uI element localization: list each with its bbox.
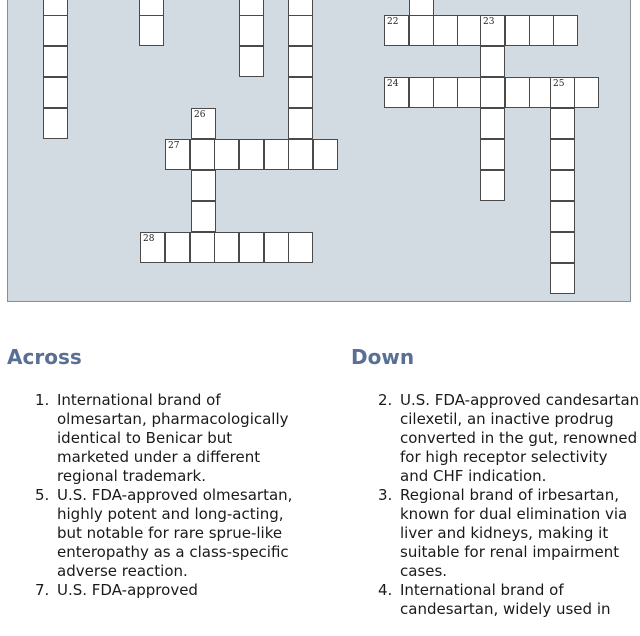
clue-number: 3. — [378, 486, 393, 504]
grid-cell[interactable] — [139, 0, 164, 16]
cell-number: 27 — [168, 141, 180, 151]
grid-cell[interactable] — [505, 15, 530, 46]
grid-cell[interactable] — [288, 108, 313, 139]
grid-cell[interactable] — [480, 139, 505, 170]
grid-cell[interactable] — [288, 232, 313, 263]
clue-item[interactable] — [378, 581, 640, 619]
grid-cell[interactable] — [480, 108, 505, 139]
grid-cell[interactable] — [214, 139, 239, 170]
grid-cell[interactable] — [288, 77, 313, 108]
cell-number: 26 — [194, 110, 206, 120]
grid-cell[interactable] — [191, 108, 216, 139]
grid-cell[interactable] — [550, 232, 575, 263]
grid-cell[interactable] — [190, 139, 215, 170]
grid-cell[interactable] — [457, 77, 482, 108]
grid-cell[interactable] — [574, 77, 599, 108]
clue-text: U.S. FDA-approved — [57, 581, 198, 599]
clue-text: U.S. FDA-approved olmesartan, highly potent and long-acting, but notable for rare sprue-like enteropathy as a class-specific adverse reaction. — [57, 486, 293, 580]
across-clue-list — [35, 391, 293, 600]
clue-number: 1. — [35, 391, 50, 409]
clue-text: U.S. FDA-approved candesartan cilexetil, an inactive prodrug converted in the gut, renowned for high receptor selectivity and CHF indication. — [400, 391, 640, 485]
grid-cell[interactable] — [43, 108, 68, 139]
grid-cell[interactable] — [550, 108, 575, 139]
grid-cell[interactable] — [313, 139, 338, 170]
grid-cell[interactable] — [288, 46, 313, 77]
grid-cell[interactable] — [409, 0, 434, 16]
grid-cell[interactable] — [43, 46, 68, 77]
clue-text: Regional brand of irbesartan, known for dual elimination via liver and kidneys, making it suitable for renal impairment cases. — [400, 486, 628, 580]
grid-cell[interactable] — [239, 232, 264, 263]
grid-cell[interactable] — [433, 77, 458, 108]
grid-cell[interactable] — [139, 15, 164, 46]
grid-cell[interactable] — [529, 15, 554, 46]
down-clue-list — [378, 391, 640, 619]
clue-number: 4. — [378, 581, 393, 599]
grid-cell[interactable] — [384, 15, 409, 46]
down-heading: Down — [351, 345, 415, 369]
clue-item[interactable] — [35, 391, 293, 486]
grid-cell[interactable] — [288, 15, 313, 46]
grid-cell[interactable] — [553, 15, 578, 46]
grid-cell[interactable] — [165, 232, 190, 263]
grid-cell[interactable] — [550, 263, 575, 294]
grid-cell[interactable] — [165, 139, 190, 170]
grid-cell[interactable] — [191, 201, 216, 232]
cell-number: 22 — [387, 17, 399, 27]
clue-item[interactable] — [35, 581, 293, 600]
grid-cell[interactable] — [43, 15, 68, 46]
cell-number: 24 — [387, 79, 399, 89]
clue-number: 7. — [35, 581, 50, 599]
grid-cell[interactable] — [239, 0, 264, 16]
grid-cell[interactable] — [43, 77, 68, 108]
grid-cell[interactable] — [480, 15, 505, 46]
grid-cell[interactable] — [140, 232, 165, 263]
clue-number: 2. — [378, 391, 393, 409]
grid-cell[interactable] — [505, 77, 530, 108]
grid-cell[interactable] — [191, 170, 216, 201]
grid-cell[interactable] — [480, 77, 505, 108]
grid-cell[interactable] — [190, 232, 215, 263]
grid-cell[interactable] — [550, 77, 575, 108]
cell-number: 23 — [483, 17, 495, 27]
clue-number: 5. — [35, 486, 50, 504]
grid-cell[interactable] — [214, 232, 239, 263]
across-heading: Across — [7, 345, 82, 369]
grid-cell[interactable] — [288, 139, 313, 170]
clue-item[interactable] — [378, 486, 640, 581]
grid-cell[interactable] — [239, 46, 264, 77]
cell-number: 28 — [143, 234, 155, 244]
clue-item[interactable] — [35, 486, 293, 581]
crossword-grid — [7, 0, 631, 302]
grid-cell[interactable] — [43, 0, 68, 16]
grid-cell[interactable] — [457, 15, 482, 46]
grid-cell[interactable] — [264, 139, 289, 170]
grid-cell[interactable] — [384, 77, 409, 108]
cell-number: 25 — [553, 79, 565, 89]
grid-cell[interactable] — [239, 139, 264, 170]
clue-text: International brand of candesartan, widely used in — [400, 581, 611, 618]
grid-cell[interactable] — [480, 46, 505, 77]
clue-item[interactable] — [378, 391, 640, 486]
grid-cell[interactable] — [550, 201, 575, 232]
grid-cell[interactable] — [550, 170, 575, 201]
grid-cell[interactable] — [409, 15, 434, 46]
clue-text: International brand of olmesartan, pharmacologically identical to Benicar but marketed under a different regional trademark. — [57, 391, 289, 485]
grid-cell[interactable] — [433, 15, 458, 46]
grid-cell[interactable] — [550, 139, 575, 170]
grid-cell[interactable] — [264, 232, 289, 263]
grid-cell[interactable] — [480, 170, 505, 201]
grid-cell[interactable] — [288, 0, 313, 16]
grid-cell[interactable] — [409, 77, 434, 108]
grid-cell[interactable] — [239, 15, 264, 46]
